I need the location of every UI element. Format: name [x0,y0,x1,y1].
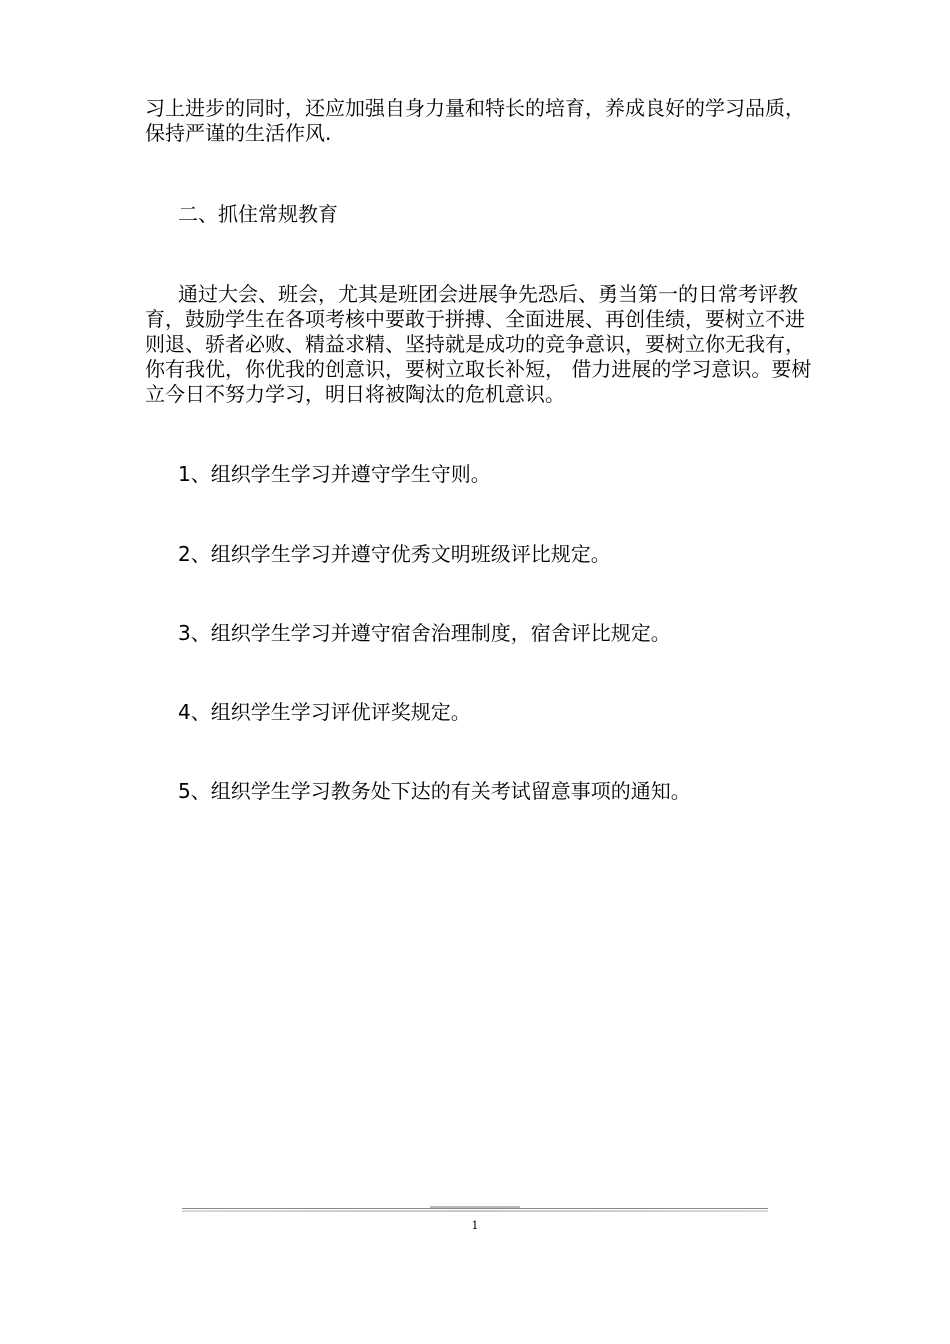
list-item-3: 3、组织学生学习并遵守宿舍治理制度，宿舍评比规定。 [178,621,671,645]
list-item-5: 5、组织学生学习教务处下达的有关考试留意事项的通知。 [178,779,691,803]
list-item-1: 1、组织学生学习并遵守学生守则。 [178,462,491,486]
list-item-4: 4、组织学生学习评优评奖规定。 [178,700,471,724]
page-number: 1 [471,1219,479,1232]
paragraph-continuation: 习上进步的同时，还应加强自身力量和特长的培育，养成良好的学习品质，保持严谨的生活作风. [145,96,805,145]
body-paragraph: 通过大会、班会，尤其是班团会进展争先恐后、勇当第一的日常考评教育，鼓励学生在各项考核中要敢于拼搏、全面进展、再创佳绩，要树立不进则退、骄者必败、精益求精、坚持就是成功的竞争意识，要树立你无我有，你有我优，你优我的创意识，要树立取长补短， 借力进展的学习意识。要树立今日不努力学习，明日将被陶汰的危机意识。 [145,282,812,406]
list-item-2: 2、组织学生学习并遵守优秀文明班级评比规定。 [178,542,611,566]
section-heading: 二、抓住常规教育 [178,202,338,226]
footer-divider-shadow [182,1210,768,1212]
footer-divider [182,1208,768,1209]
